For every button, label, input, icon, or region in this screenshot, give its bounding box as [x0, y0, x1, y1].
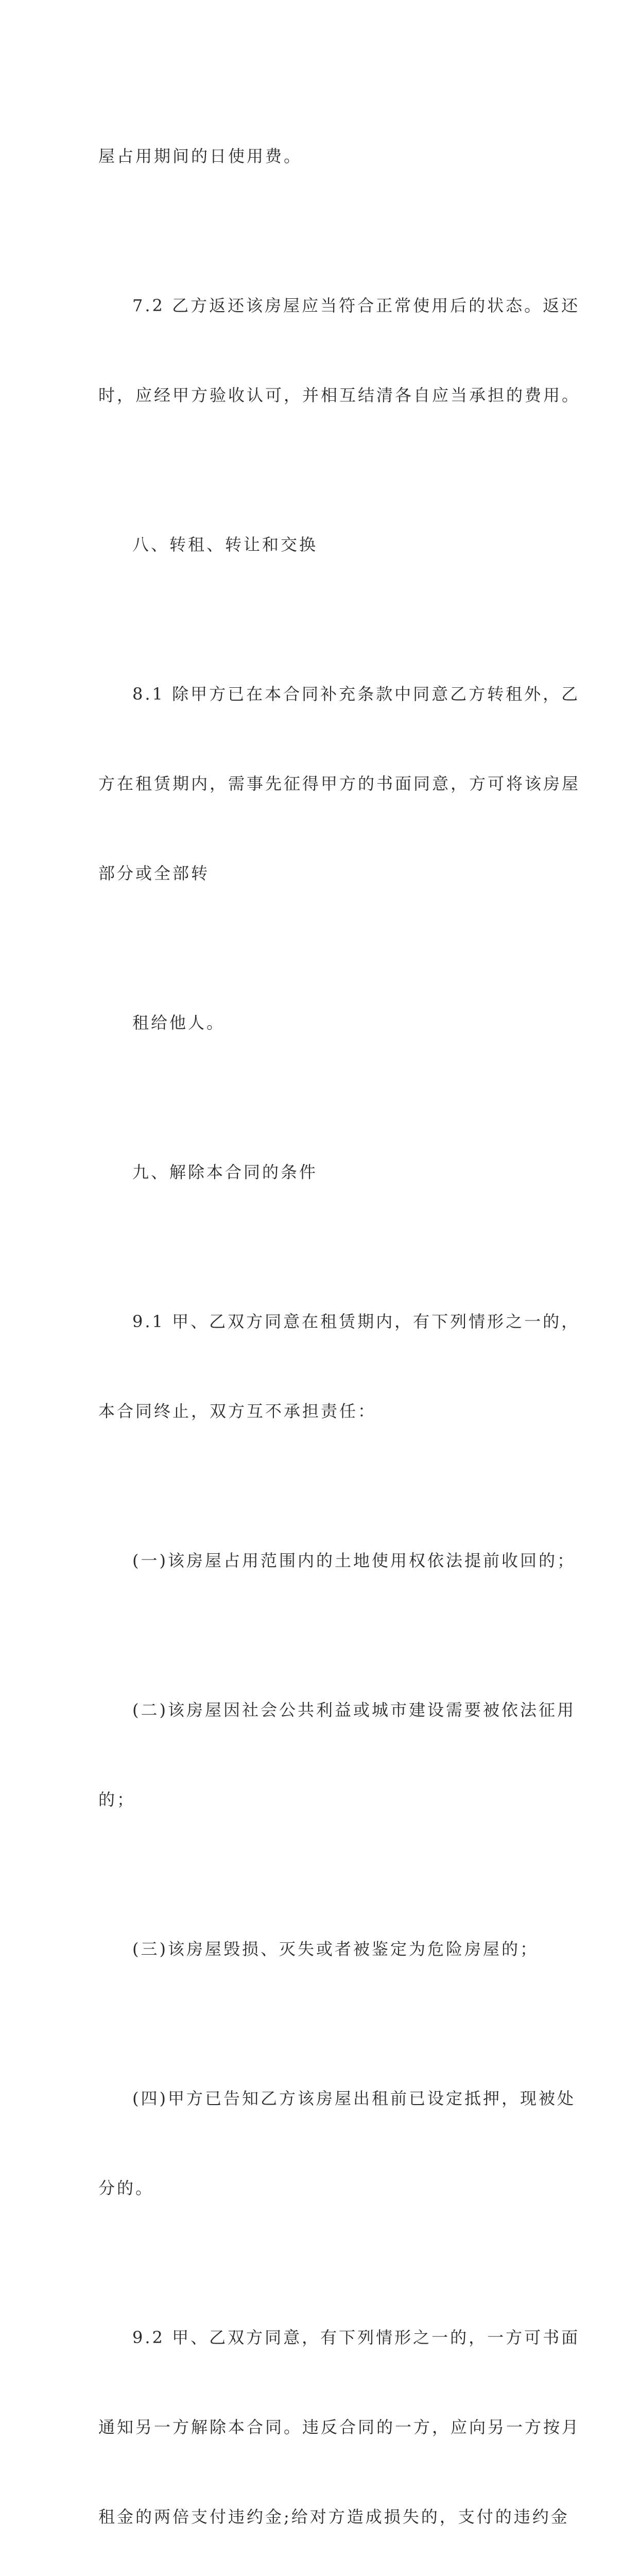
- list-item: [98, 1486, 576, 1635]
- paragraph: [98, 619, 581, 948]
- text-line: 9.2 甲、乙双方同意，有下列情形之一的，一方可书面: [132, 2328, 580, 2347]
- document-body: [98, 81, 581, 2576]
- list-item: [98, 1874, 541, 2024]
- text-line: 7.2 乙方返还该房屋应当符合正常使用后的状态。返还: [132, 296, 580, 315]
- text-line: 8.1 除甲方已在本合同补充条款中同意乙方转租外，乙: [132, 684, 580, 704]
- section-heading: [98, 1097, 541, 1247]
- text-line: (四)甲方已告知乙方该房屋出租前已设定抵押，现被处: [132, 2089, 576, 2108]
- text-line: 通知另一方解除本合同。违反合同的一方，应向另一方按月: [98, 2417, 581, 2437]
- text-line: 租给他人。: [132, 1013, 226, 1032]
- section-heading: [98, 470, 541, 619]
- text-line: 部分或全部转: [98, 863, 210, 883]
- paragraph: [98, 948, 541, 1097]
- text-line: 时，应经甲方验收认可，并相互结清各自应当承担的费用。: [98, 385, 581, 405]
- text-line: (二)该房屋因社会公共利益或城市建设需要被依法征用: [132, 1700, 576, 1720]
- list-item: [98, 1635, 576, 1874]
- text-line: (一)该房屋占用范围内的土地使用权依法提前收回的；: [132, 1551, 576, 1570]
- text-line: 的；: [98, 1790, 136, 1809]
- paragraph: [98, 1247, 580, 1486]
- text-line: 八、转租、转让和交换: [132, 535, 318, 554]
- list-item: [98, 2024, 576, 2263]
- text-line: 9.1 甲、乙双方同意在租赁期内，有下列情形之一的，: [132, 1312, 580, 1331]
- text-line: 屋占用期间的日使用费。: [98, 146, 303, 166]
- text-line: 九、解除本合同的条件: [132, 1162, 318, 1182]
- paragraph: [98, 81, 541, 231]
- text-line: 方在租赁期内，需事先征得甲方的书面同意，方可将该房屋: [98, 774, 581, 793]
- paragraph: [98, 231, 581, 470]
- text-line: 租金的两倍支付违约金;给对方造成损失的，支付的违约金: [98, 2507, 569, 2527]
- paragraph: [98, 2263, 581, 2576]
- text-line: 本合同终止，双方互不承担责任：: [98, 1401, 377, 1421]
- text-line: 分的。: [98, 2178, 154, 2198]
- text-line: (三)该房屋毁损、灭失或者被鉴定为危险房屋的；: [132, 1939, 539, 1959]
